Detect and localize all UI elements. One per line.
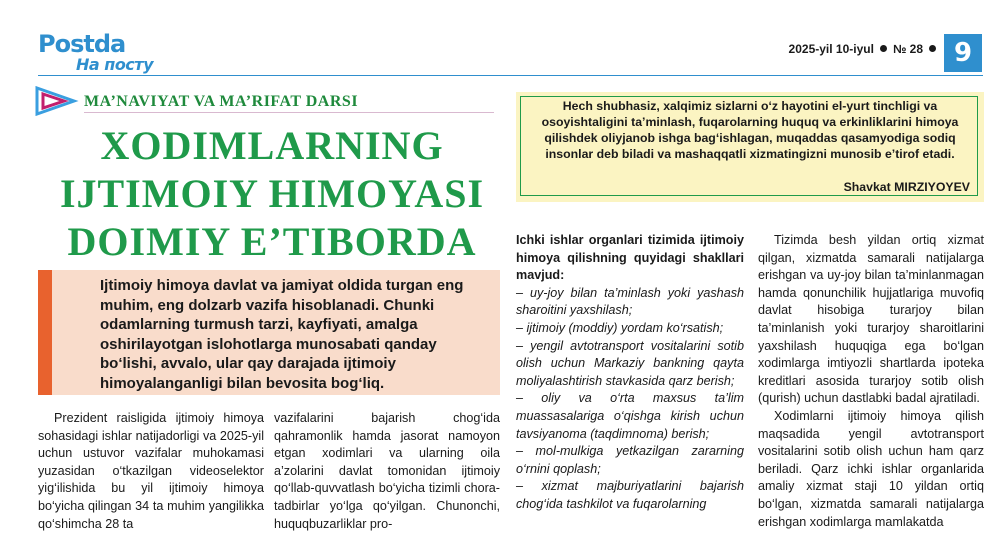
quote-text: Hech shubhasiz, xalqimiz sizlarni o‘z hayotini el-yurt tinchligi va osoyishtaligini ta’minlash, fuqarolarning huquq va erkinliklarini himoya qilishdek oliyjanob ishga bag‘ishlagan, muqaddas qasamyodiga sodiq insonlar deb biladi va mashaqqatli xizmatingizni munosib e’tirof etadi. xyxy=(541,99,959,161)
list-item: – uy-joy bilan ta’minlash yoki yashash sharoitini yaxshilash; xyxy=(516,285,744,318)
rubric-divider xyxy=(84,112,494,113)
rubric-label: MA’NAVIYAT VA MA’RIFAT DARSI xyxy=(84,93,359,110)
masthead-divider xyxy=(38,75,983,76)
list-item: – oliy va o‘rta maxsus ta’lim muassasalariga o‘qishga kirish uchun tavsiyanoma (taqdimnoma) berish; xyxy=(516,391,744,441)
issue-number: № 28 xyxy=(892,42,923,56)
article-headline xyxy=(34,122,510,266)
body-paragraph: Tizimda besh yildan ortiq xizmat qilgan, xizmatda samarali natijalarga erishgan va uy-joy bilan ta’minlanmagan hamda qonunchilik hujjatlariga muvofiq davlat hisobiga turarjoy bilan ta’minlanish yoki turarjoy sharoitlarini yaxshilash huquqiga ega bo‘lgan xodimlarga imtiyozli shartlarda ipoteka kreditlari asosida turarjoy sotib olish (qurish) uchun dastlabki badal ajratiladi. xyxy=(758,233,984,406)
lead-accent-bar xyxy=(38,270,52,395)
headline-line-1: XODIMLARNING xyxy=(100,123,444,168)
bullet-icon xyxy=(880,45,887,52)
body-column-1 xyxy=(38,410,264,533)
dateline xyxy=(789,42,942,56)
list-header: Ichki ishlar organlari tizimida ijtimoiy himoya qilishning quyidagi shakllari mavjud: xyxy=(516,233,744,283)
logo-bottom-text: На посту xyxy=(76,55,153,74)
headline-line-2: IJTIMOIY HIMOYASI xyxy=(59,171,485,216)
headline-line-3: DOIMIY E’TIBORDA xyxy=(67,219,477,264)
issue-date: 2025-yil 10-iyul xyxy=(788,42,874,56)
body-paragraph: vazifalarini bajarish chog‘ida qahramonlik hamda jasorat namoyon etgan xodimlari va ularning oila a’zolarini davlat tomonidan ijtimoiy qo‘llab-quvvatlash bo‘yicha tizimli chora-tadbirlar yo‘lga qo‘yilgan. Chunonchi, huquqbuzarliklar pro- xyxy=(274,411,500,531)
list-item: – yengil avtotransport vositalarini sotib olish uchun Markaziy bankning qayta moliyalashtirish stavkasida qarz berish; xyxy=(516,338,744,388)
newspaper-logo xyxy=(38,30,163,80)
bullet-icon xyxy=(929,45,936,52)
lead-paragraph: Ijtimoiy himoya davlat va jamiyat oldida turgan eng muhim, eng dolzarb vazifa hisoblanadi. Chunki odamlarning turmush tarzi, kayfiyati, amalga oshirilayotgan islohotlarga munosabati qanday bo‘lishi, avvalo, ular qay darajada ijtimoiy himoyalanganligi bilan bevosita bog‘liq. xyxy=(100,277,464,392)
triangle-play-icon xyxy=(34,86,80,116)
body-column-4 xyxy=(758,232,984,531)
quote-author: Shavkat MIRZIYOYEV xyxy=(843,180,970,194)
body-column-2 xyxy=(274,410,500,533)
logo-top-text: Postda xyxy=(38,30,126,58)
body-paragraph: Xodimlarni ijtimoiy himoya qilish maqsadida yengil avtotransport vositalarini sotib olish uchun ham qarz beriladi. Qarz ichki ishlar organlarida amaliy xizmat staji 10 yildan ortiq bo‘lgan, xizmatda samarali natijalarga erishgan xodimlarga mamlakatda xyxy=(758,408,984,529)
list-item: – xizmat majburiyatlarini bajarish chog‘ida tashkilot va fuqarolarning xyxy=(516,479,744,511)
list-item: – mol-mulkiga yetkazilgan zararning o‘rnini qoplash; xyxy=(516,444,744,476)
list-item: – ijtimoiy (moddiy) yordam ko‘rsatish; xyxy=(516,320,724,335)
body-paragraph: Prezident raisligida ijtimoiy himoya sohasidagi ishlar natijadorligi va 2025-yil uchun ustuvor vazifalar muhokamasi yuzasidan o‘tkazilgan videoselektor yig‘ilishida bu yil ijtimoiy himoya bo‘yicha qilingan 34 ta muhim yangilikka qo‘shimcha 28 ta xyxy=(38,411,264,531)
page-number: 9 xyxy=(944,34,982,72)
body-column-3 xyxy=(516,232,744,514)
